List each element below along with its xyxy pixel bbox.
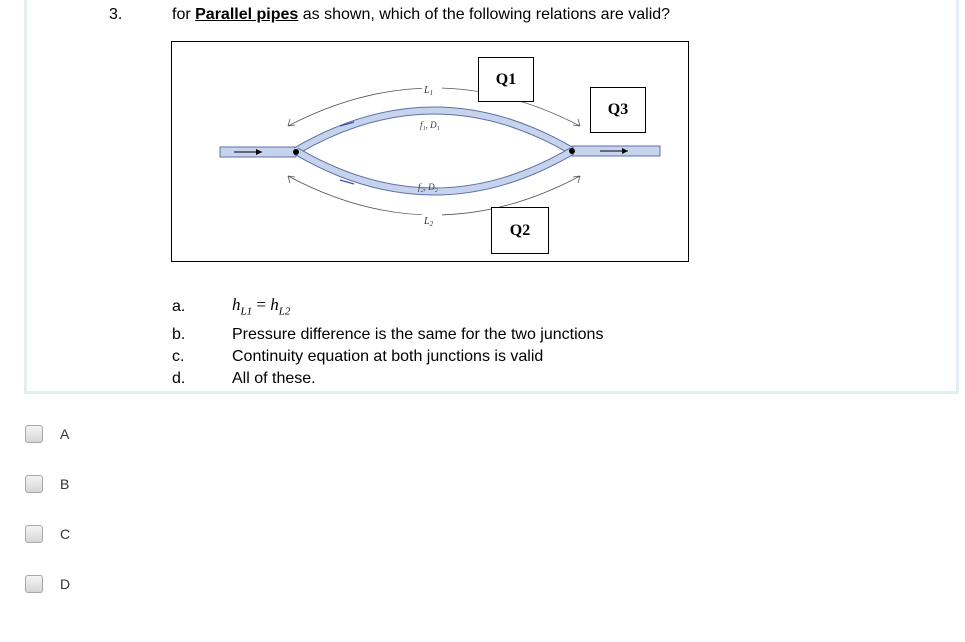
answer-d-label[interactable]: D (60, 576, 71, 592)
question-number: 3. (109, 6, 123, 23)
answer-c-label[interactable]: C (60, 526, 71, 542)
pipe-diagram (172, 42, 688, 261)
answer-choice-b[interactable] (25, 475, 69, 493)
option-d-text: All of these. (232, 370, 316, 387)
question-text-prefix: for (172, 6, 196, 23)
answer-choice-c[interactable] (25, 525, 70, 543)
answer-d-checkbox[interactable] (25, 575, 43, 593)
option-c-letter: c. (172, 348, 185, 365)
answer-c-checkbox[interactable] (25, 525, 43, 543)
answer-b-label[interactable]: B (60, 476, 70, 492)
l1-label: $L_1$ (424, 85, 434, 97)
parallel-pipes-figure (171, 41, 689, 262)
option-a-letter: a. (172, 298, 186, 315)
option-b-letter: b. (172, 326, 186, 343)
answer-a-checkbox[interactable] (25, 425, 43, 443)
question-text-suffix: as shown, which of the following relations are valid? (298, 6, 671, 23)
upper-pipe-label: f₁, D₁ (420, 120, 440, 130)
answer-choice-a[interactable] (25, 425, 69, 443)
l2-label: $L_2$ (424, 216, 434, 228)
junction-a (293, 149, 299, 155)
option-c-text: Continuity equation at both junctions is valid (232, 348, 544, 365)
option-a-text: $h_{L1} = h_{L2}$ (232, 295, 291, 318)
junction-b (569, 148, 575, 154)
lower-pipe-label: f₂, D₂ (418, 182, 438, 192)
answer-a-label[interactable]: A (60, 426, 70, 442)
question-text-bold: Parallel pipes (195, 6, 299, 23)
q3-label: Q3 (590, 87, 646, 133)
option-b-text: Pressure difference is the same for the two junctions (232, 326, 604, 343)
answer-choice-d[interactable] (25, 575, 70, 593)
q2-label: Q2 (491, 207, 549, 254)
question-text (172, 6, 670, 24)
q1-label: Q1 (478, 57, 534, 102)
answer-b-checkbox[interactable] (25, 475, 43, 493)
option-d-letter: d. (172, 370, 186, 387)
